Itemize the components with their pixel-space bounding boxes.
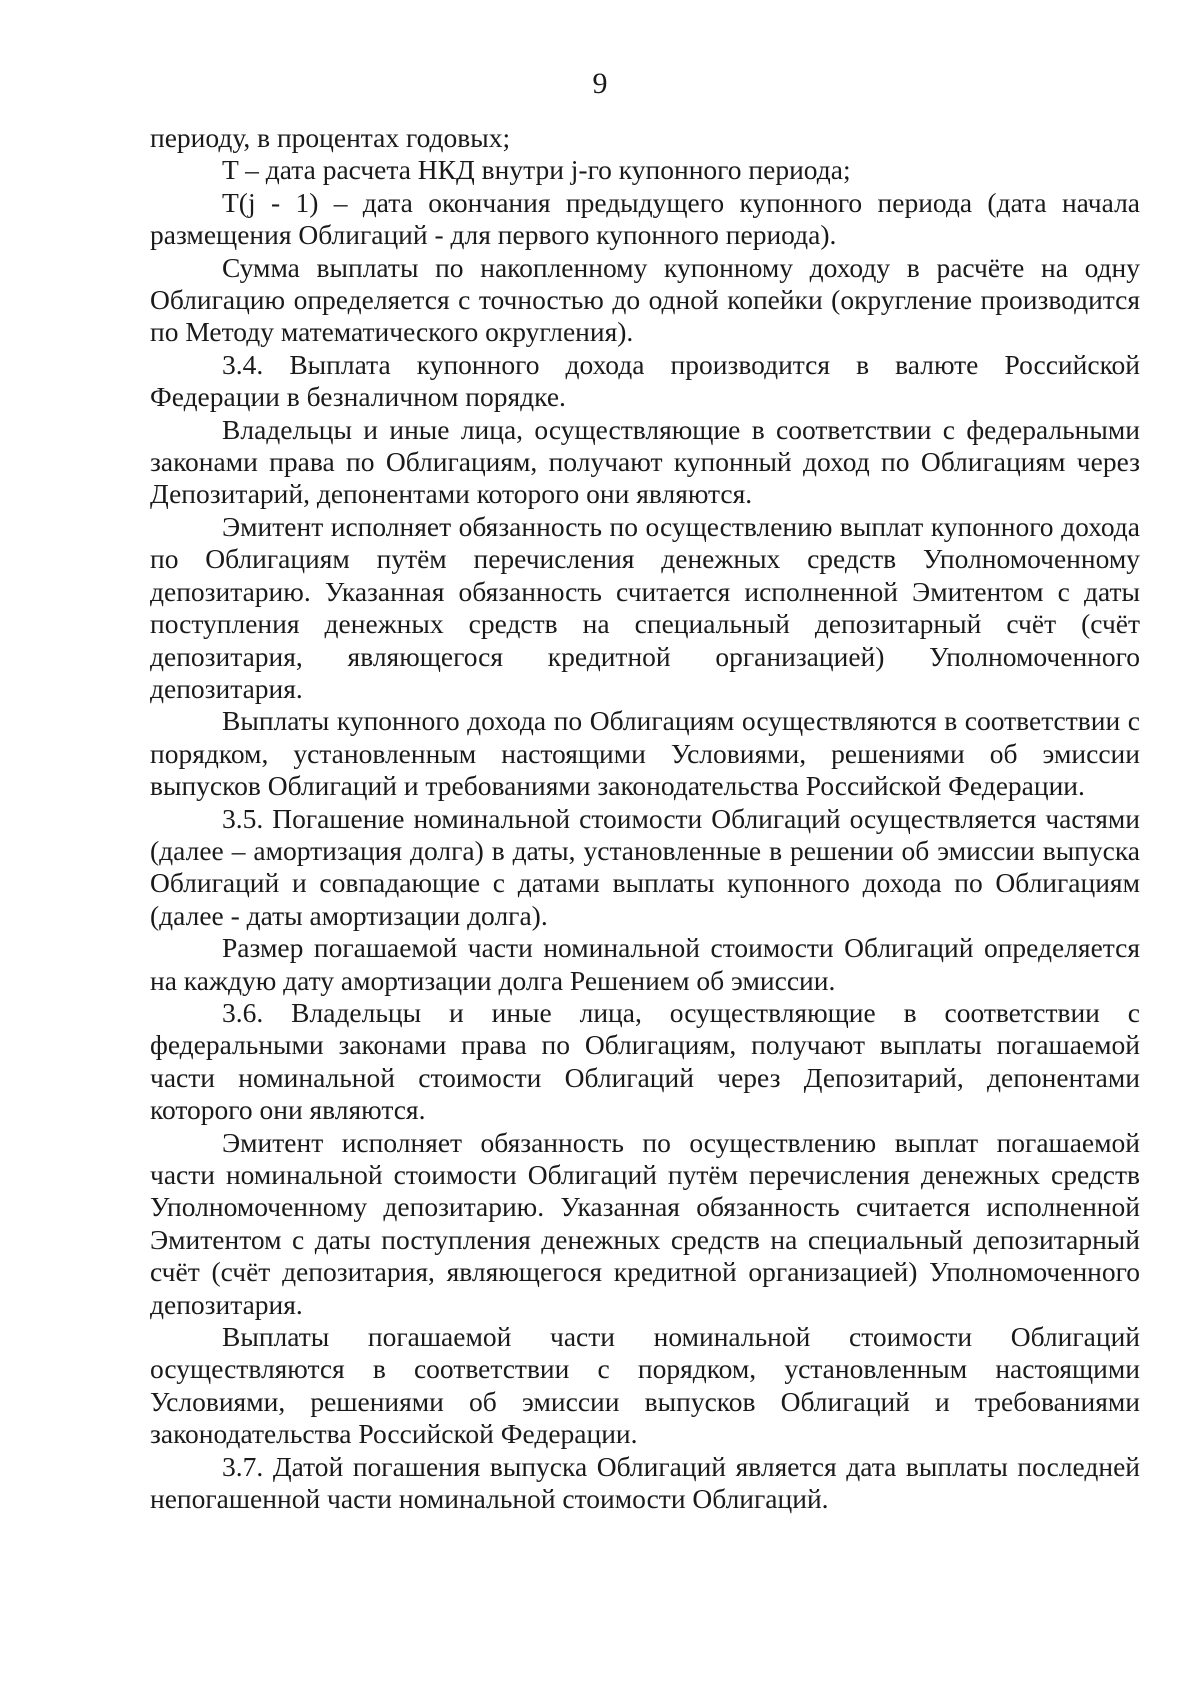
- paragraph-10: Размер погашаемой части номинальной стоимости Облигаций определяется на каждую дату амортизации долга Решением об эмиссии.: [150, 932, 1140, 996]
- paragraph-14: 3.7. Датой погашения выпуска Облигаций является дата выплаты последней непогашенной части номинальной стоимости Облигаций.: [150, 1450, 1140, 1515]
- paragraph-7: Эмитент исполняет обязанность по осуществлению выплат купонного дохода по Облигациям путём перечисления денежных средств Уполномоченному депозитарию. Указанная обязанность считается исполненной Эмитентом с даты поступления денежных средств на специальный депозитарный счёт (счёт депозитария, являющегося кредитной организацией) Уполномоченного депозитария.: [150, 510, 1140, 704]
- paragraph-11: 3.6. Владельцы и иные лица, осуществляющие в соответствии с федеральными законами права по Облигациям, получают выплаты погашаемой части номинальной стоимости Облигаций через Депозитарий, депонентами которого они являются.: [150, 996, 1140, 1126]
- paragraph-1: периоду, в процентах годовых;: [150, 122, 511, 153]
- paragraph-5: 3.4. Выплата купонного дохода производится в валюте Российской Федерации в безналичном порядке.: [150, 348, 1140, 413]
- paragraph-6: Владельцы и иные лица, осуществляющие в соответствии с федеральными законами права по Облигациям, получают купонный доход по Облигациям через Депозитарий, депонентами которого они являются.: [150, 413, 1140, 510]
- paragraph-12: Эмитент исполняет обязанность по осуществлению выплат погашаемой части номинальной стоимости Облигаций путём перечисления денежных средств Уполномоченному депозитарию. Указанная обязанность считается исполненной Эмитентом с даты поступления денежных средств на специальный депозитарный счёт (счёт депозитария, являющегося кредитной организацией) Уполномоченного депозитария.: [150, 1126, 1140, 1320]
- paragraph-8: Выплаты купонного дохода по Облигациям осуществляются в соответствии с порядком, установленным настоящими Условиями, решениями об эмиссии выпусков Облигаций и требованиями законодательства Российской Федерации.: [150, 705, 1140, 802]
- paragraph-13: Выплаты погашаемой части номинальной стоимости Облигаций осуществляются в соответствии с порядком, установленным настоящими Условиями, решениями об эмиссии выпусков Облигаций и требованиями законодательства Российской Федерации.: [150, 1321, 1140, 1450]
- paragraph-4: Сумма выплаты по накопленному купонному доходу в расчёте на одну Облигацию определяется с точностью до одной копейки (округление производится по Методу математического округления).: [150, 251, 1140, 348]
- paragraph-3: T(j - 1) – дата окончания предыдущего купонного периода (дата начала размещения Облигаций - для первого купонного периода).: [150, 186, 1140, 251]
- paragraph-9: 3.5. Погашение номинальной стоимости Облигаций осуществляется частями (далее – амортизация долга) в даты, установленные в решении об эмиссии выпуска Облигаций и совпадающие с датами выплаты купонного дохода по Облигациям (далее - даты амортизации долга).: [150, 802, 1140, 931]
- paragraph-2: T – дата расчета НКД внутри j-го купонного периода;: [222, 154, 851, 186]
- page-number: 9: [592, 67, 608, 100]
- document-body: [150, 122, 1140, 1515]
